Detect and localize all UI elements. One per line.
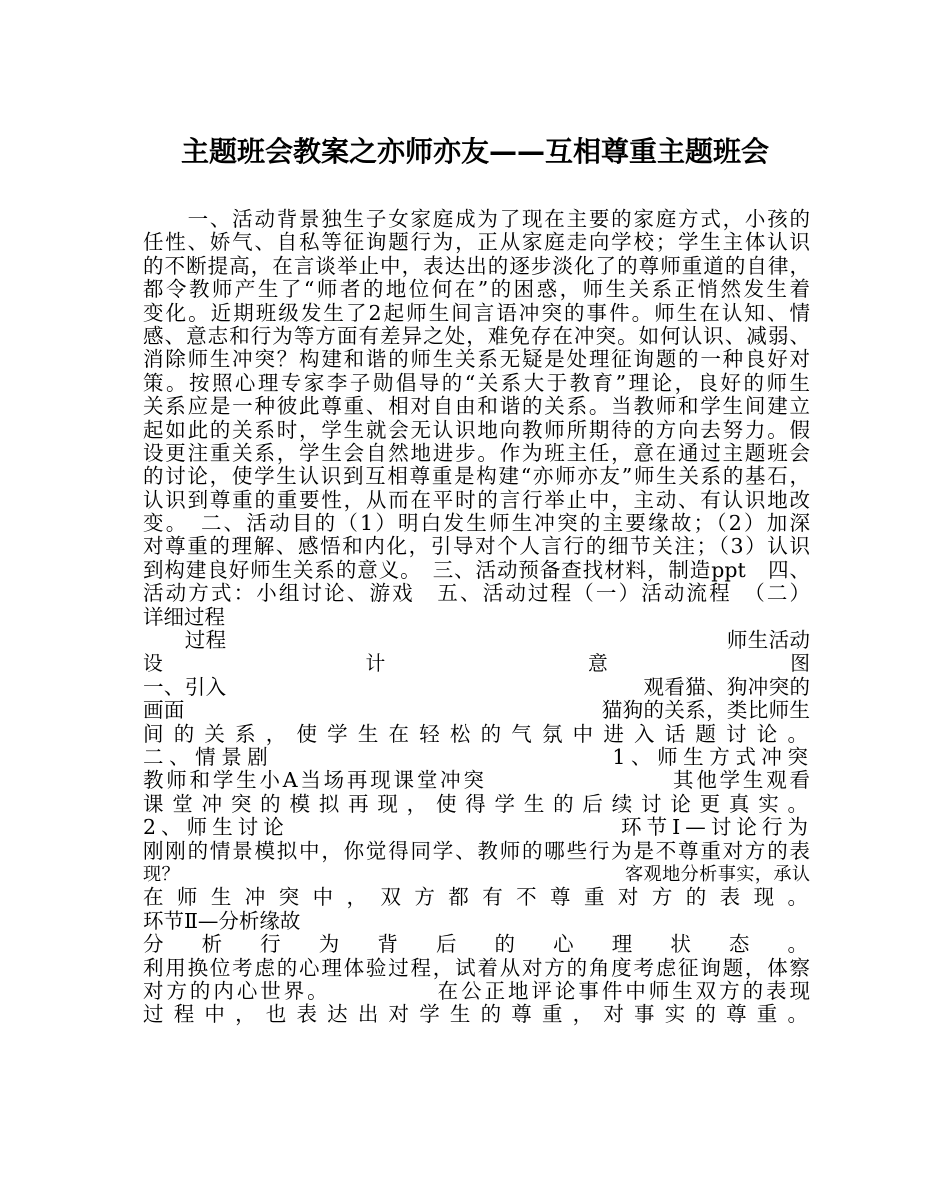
- table-header-line: 设 计 意 图: [143, 652, 810, 676]
- table-line: 过程中，也表达出对学生的尊重，对事实的尊重。: [143, 1002, 810, 1027]
- table-line: 间的关系，使学生在轻松的气氛中进入话题讨论。: [143, 721, 810, 746]
- body-line: 到构建良好师生关系的意义。 三、活动预备查找材料，制造ppt 四、: [143, 557, 810, 582]
- table-line: 一、引入 观看猫、狗冲突的: [143, 674, 810, 699]
- table-line: 环节Ⅱ—分析缘故: [143, 908, 301, 933]
- body-line: 的不断提高，在言谈举止中，表达出的逐步淡化了的尊师重道的自律，: [143, 253, 810, 278]
- body-line: 关系应是一种彼此尊重、相对自由和谐的关系。当教师和学生间建立: [143, 394, 810, 419]
- body-line: 一、活动背景独生子女家庭成为了现在主要的家庭方式，小孩的: [143, 207, 810, 231]
- table-line: 2、师生讨论 环节Ⅰ—讨论行为: [143, 815, 810, 840]
- table-header-line: 过程 师生活动: [143, 628, 810, 653]
- body-line: 策。按照心理专家李子勋倡导的“关系大于教育”理论，良好的师生: [143, 370, 810, 395]
- body-line: 变化。近期班级发生了2起师生间言语冲突的事件。师生在认知、情: [143, 300, 810, 325]
- table-line: 现？ 客观地分析事实，承认: [143, 863, 810, 885]
- table-line: 教师和学生小A当场再现课堂冲突 其他学生观看: [143, 768, 810, 793]
- document-title: 主题班会教案之亦师亦友——互相尊重主题班会: [180, 135, 769, 168]
- document-body: [143, 208, 810, 1027]
- table-line: 课堂冲突的模拟再现，使得学生的后续讨论更真实。: [143, 791, 810, 816]
- body-line: 感、意志和行为等方面有差异之处，难免存在冲突。如何认识、减弱、: [143, 323, 810, 348]
- table-line: 画面 猫狗的关系，类比师生: [143, 698, 810, 723]
- table-line: 利用换位考虑的心理体验过程，试着从对方的角度考虑征询题，体察: [143, 955, 810, 980]
- body-line: 都令教师产生了“师者的地位何在”的困惑，师生关系正悄然发生着: [143, 277, 810, 302]
- table-line: 分析行为背后的心理状态。: [143, 932, 810, 957]
- table-line: 在师生冲突中，双方都有不尊重对方的表现。: [143, 885, 810, 910]
- body-line: 消除师生冲突？构建和谐的师生关系无疑是处理征询题的一种良好对: [143, 347, 810, 372]
- body-line: 详细过程: [143, 604, 225, 629]
- body-line: 的讨论，使学生认识到互相尊重是构建“亦师亦友”师生关系的基石，: [143, 464, 810, 489]
- body-line: 设更注重关系，学生会自然地进步。作为班主任，意在通过主题班会: [143, 440, 810, 465]
- body-line: 起如此的关系时，学生就会无认识地向教师所期待的方向去努力。假: [143, 417, 810, 442]
- body-line: 认识到尊重的重要性，从而在平时的言行举止中，主动、有认识地改: [143, 487, 810, 512]
- body-line: 活动方式：小组讨论、游戏 五、活动过程（一）活动流程 （二）: [143, 581, 810, 606]
- table-line: 刚刚的情景模拟中，你觉得同学、教师的哪些行为是不尊重对方的表: [143, 838, 810, 863]
- body-line: 变。 二、活动目的（1）明白发生师生冲突的主要缘故；（2）加深: [143, 511, 810, 536]
- table-line: 对方的内心世界。 在公正地评论事件中师生双方的表现: [143, 978, 810, 1003]
- body-line: 任性、娇气、自私等征询题行为，正从家庭走向学校；学生主体认识: [143, 230, 810, 255]
- body-line: 对尊重的理解、感悟和内化，引导对个人言行的细节关注；（3）认识: [143, 534, 810, 559]
- table-line: 二、情景剧 1、师生方式冲突: [143, 744, 810, 769]
